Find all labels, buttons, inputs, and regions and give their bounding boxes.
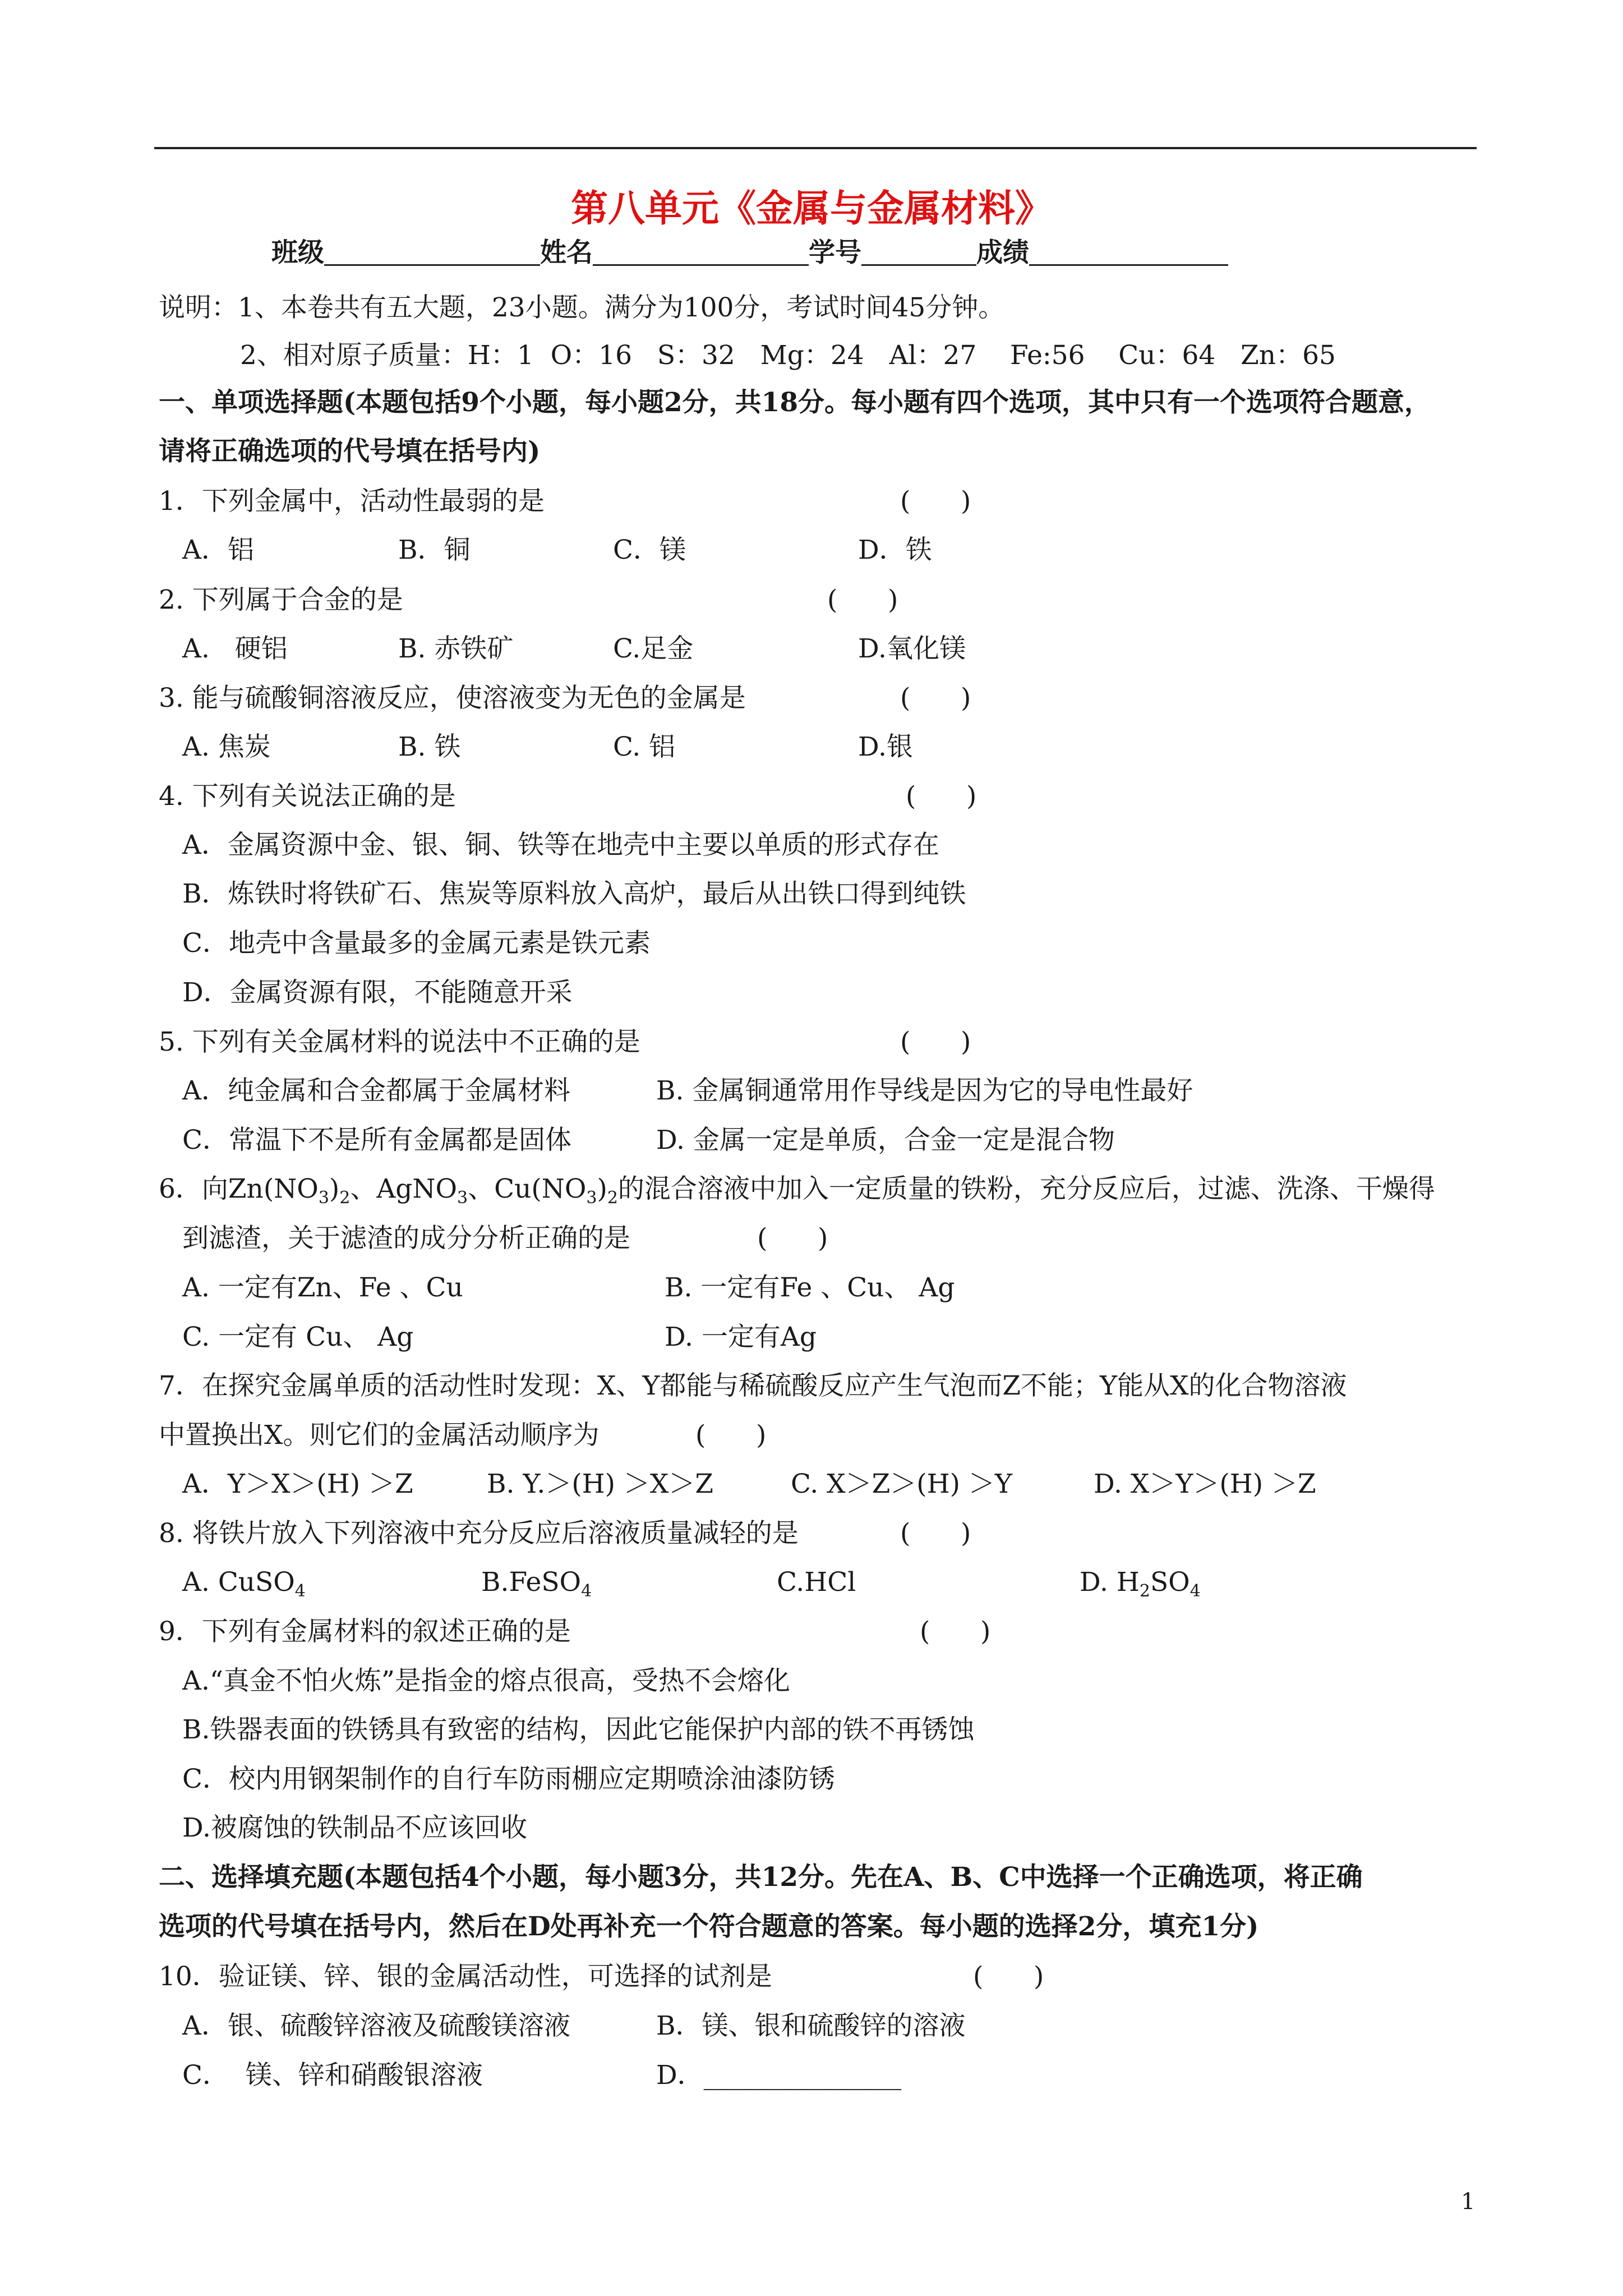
- q6-option-a[interactable]: A. 一定有Zn、Fe 、Cu: [182, 1272, 463, 1303]
- q8-answer-paren[interactable]: ( ): [900, 1518, 971, 1549]
- section2-heading-line2: 选项的代号填在括号内，然后在D处再补充一个符合题意的答案。每小题的选择2分，填充1分): [159, 1911, 1259, 1942]
- q1-option-d[interactable]: D．铁: [858, 535, 932, 565]
- q6-option-b[interactable]: B. 一定有Fe 、Cu、 Ag: [665, 1272, 955, 1303]
- q7-stem-line1: 7．在探究金属单质的活动性时发现：X、Y都能与稀硫酸反应产生气泡而Z不能；Y能从X的化合物溶液: [159, 1370, 1347, 1401]
- q4-answer-paren[interactable]: ( ): [906, 781, 977, 812]
- q9-answer-paren[interactable]: ( ): [920, 1616, 991, 1647]
- q8-stem: 8. 将铁片放入下列溶液中充分反应后溶液质量减轻的是: [159, 1518, 799, 1549]
- q2-option-d[interactable]: D.氧化镁: [858, 633, 966, 664]
- page-number: 1: [1461, 2189, 1476, 2215]
- q3-stem: 3. 能与硫酸铜溶液反应，使溶液变为无色的金属是: [159, 683, 746, 714]
- q1-option-c[interactable]: C．镁: [613, 535, 686, 565]
- q6-answer-paren[interactable]: ( ): [757, 1223, 828, 1254]
- q4-option-c[interactable]: C．地壳中含量最多的金属元素是铁元素: [182, 928, 651, 959]
- q1-option-b[interactable]: B．铜: [398, 535, 471, 565]
- header-rule: [154, 147, 1477, 149]
- q9-option-a[interactable]: A.“真金不怕火炼”是指金的熔点很高，受热不会熔化: [182, 1665, 790, 1696]
- q3-option-a[interactable]: A. 焦炭: [182, 731, 271, 762]
- q5-option-b[interactable]: B. 金属铜通常用作导线是因为它的导电性最好: [656, 1075, 1193, 1106]
- q6-stem-line2: 到滤渣，关于滤渣的成分分析正确的是: [182, 1223, 630, 1254]
- q8-option-b[interactable]: B.FeSO$_4$: [481, 1567, 592, 1601]
- q3-option-b[interactable]: B. 铁: [398, 731, 461, 762]
- instruction-line-2: 2、相对原子质量：H：1 O：16 S：32 Mg：24 Al：27 Fe:56 Cu：64 Zn：65: [240, 340, 1336, 371]
- q4-option-d[interactable]: D．金属资源有限，不能随意开采: [182, 977, 573, 1008]
- q4-option-a[interactable]: A．金属资源中金、银、铜、铁等在地壳中主要以单质的形式存在: [182, 830, 939, 861]
- number-blank[interactable]: [861, 238, 976, 266]
- q6-stem-line1: 6．向$Zn(NO_3)_2$、AgNO$_3$、$Cu(NO_3)_2$的混合溶液中加入一定质量的铁粉，充分反应后，过滤、洗涤、干燥得: [159, 1174, 1435, 1208]
- q6-option-d[interactable]: D. 一定有Ag: [665, 1322, 817, 1352]
- q8-option-a[interactable]: A. CuSO$_4$: [182, 1567, 306, 1601]
- q10-stem: 10．验证镁、锌、银的金属活动性，可选择的试剂是: [159, 1961, 772, 1992]
- section1-heading-line2: 请将正确选项的代号填在括号内): [159, 436, 541, 467]
- class-label: 班级: [271, 237, 324, 268]
- q9-stem: 9．下列有金属材料的叙述正确的是: [159, 1616, 571, 1647]
- class-blank[interactable]: [324, 238, 540, 266]
- q10-option-b[interactable]: B．镁、银和硫酸锌的溶液: [656, 2010, 966, 2041]
- q8-option-d[interactable]: D. $H_2SO_4$: [1080, 1567, 1201, 1601]
- q1-stem: 1．下列金属中，活动性最弱的是: [159, 486, 545, 517]
- q10-option-d[interactable]: D．_______________: [656, 2060, 902, 2091]
- q4-option-b[interactable]: B．炼铁时将铁矿石、焦炭等原料放入高炉，最后从出铁口得到纯铁: [182, 878, 966, 909]
- q7-option-b[interactable]: B. Y.＞(H) ＞X＞Z: [487, 1469, 714, 1499]
- q9-option-d[interactable]: D.被腐蚀的铁制品不应该回收: [182, 1812, 527, 1843]
- q5-option-d[interactable]: D. 金属一定是单质，合金一定是混合物: [656, 1125, 1115, 1156]
- score-blank[interactable]: [1029, 238, 1228, 266]
- q2-option-a[interactable]: A. 硬铝: [182, 633, 288, 664]
- q2-answer-paren[interactable]: ( ): [827, 585, 898, 615]
- q7-answer-paren[interactable]: ( ): [695, 1420, 767, 1451]
- name-blank[interactable]: [593, 238, 809, 266]
- section1-heading-line1: 一、单项选择题(本题包括9个小题，每小题2分，共18分。每小题有四个选项，其中只有一个选项符合题意，: [159, 387, 1431, 418]
- q2-stem: 2. 下列属于合金的是: [159, 585, 403, 615]
- page-title: 第八单元《金属与金属材料》: [571, 186, 1052, 230]
- q2-option-c[interactable]: C.足金: [613, 633, 694, 664]
- q7-option-d[interactable]: D. X＞Y＞(H) ＞Z: [1094, 1469, 1316, 1499]
- q5-option-c[interactable]: C．常温下不是所有金属都是固体: [182, 1125, 571, 1156]
- section2-heading-line1: 二、选择填充题(本题包括4个小题，每小题3分，共12分。先在A、B、C中选择一个正确选项，将正确: [159, 1862, 1363, 1893]
- q10-option-a[interactable]: A．银、硫酸锌溶液及硫酸镁溶液: [182, 2010, 570, 2041]
- q10-answer-paren[interactable]: ( ): [973, 1961, 1044, 1992]
- q7-option-a[interactable]: A．Y＞X＞(H) ＞Z: [182, 1469, 413, 1499]
- q5-answer-paren[interactable]: ( ): [900, 1027, 971, 1057]
- q5-option-a[interactable]: A．纯金属和合金都属于金属材料: [182, 1075, 570, 1106]
- q3-option-c[interactable]: C. 铝: [613, 731, 676, 762]
- q7-option-c[interactable]: C. X＞Z＞(H) ＞Y: [791, 1469, 1012, 1499]
- student-info-row: [271, 238, 1228, 266]
- number-label: 学号: [809, 237, 861, 268]
- q9-option-c[interactable]: C．校内用钢架制作的自行车防雨棚应定期喷涂油漆防锈: [182, 1764, 835, 1795]
- q10-option-c[interactable]: C． 镁、锌和硝酸银溶液: [182, 2060, 483, 2091]
- q3-answer-paren[interactable]: ( ): [900, 683, 971, 714]
- q8-option-c[interactable]: C.HCl: [777, 1567, 856, 1598]
- name-label: 姓名: [540, 237, 593, 268]
- q4-stem: 4. 下列有关说法正确的是: [159, 781, 456, 812]
- q5-stem: 5. 下列有关金属材料的说法中不正确的是: [159, 1027, 640, 1057]
- q9-option-b[interactable]: B.铁器表面的铁锈具有致密的结构，因此它能保护内部的铁不再锈蚀: [182, 1714, 975, 1745]
- score-label: 成绩: [976, 237, 1029, 268]
- q6-option-c[interactable]: C. 一定有 Cu、 Ag: [182, 1322, 414, 1352]
- instruction-line-1: 说明：1、本卷共有五大题，23小题。满分为100分，考试时间45分钟。: [159, 292, 1005, 323]
- q3-option-d[interactable]: D.银: [858, 731, 913, 762]
- q7-stem-line2: 中置换出X。则它们的金属活动顺序为: [159, 1420, 600, 1451]
- q1-answer-paren[interactable]: ( ): [900, 486, 971, 517]
- q1-option-a[interactable]: A．铝: [182, 535, 254, 565]
- q2-option-b[interactable]: B. 赤铁矿: [398, 633, 514, 664]
